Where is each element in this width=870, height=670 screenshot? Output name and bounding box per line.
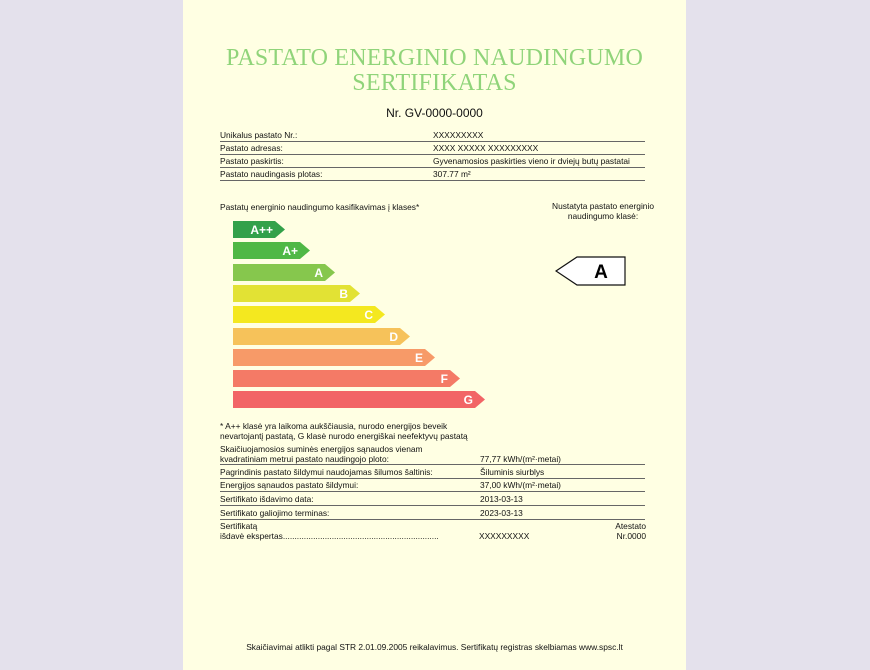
energy-row-heat-source — [220, 466, 645, 479]
attestation-line: Atestato — [615, 521, 646, 531]
energy-label: Sertifikato išdavimo data: — [220, 494, 314, 504]
certificate-page — [183, 0, 686, 670]
energy-class-label: C — [364, 308, 373, 323]
energy-class-label: G — [463, 393, 473, 408]
info-row-purpose — [220, 155, 645, 168]
signature-line: Sertifikatą — [220, 521, 258, 531]
energy-label: Sertifikato galiojimo terminas: — [220, 508, 330, 518]
info-label: Pastato adresas: — [220, 143, 283, 153]
energy-class-bar-shape — [233, 306, 385, 323]
info-row-address — [220, 142, 645, 155]
info-label: Unikalus pastato Nr.: — [220, 130, 298, 140]
attestation-number — [596, 521, 646, 541]
energy-class-bar-e — [233, 349, 437, 366]
certificate-number: Nr. GV-0000-0000 — [386, 106, 483, 120]
energy-class-bar-shape — [233, 391, 485, 408]
determined-class-heading-line: naudingumo klasė: — [567, 211, 639, 221]
energy-class-bar-aplus — [233, 242, 312, 259]
info-value: XXXXXXXXX — [433, 130, 484, 140]
energy-class-bar-a — [233, 264, 337, 281]
energy-class-label: B — [339, 286, 348, 301]
expert-name: XXXXXXXXX — [479, 531, 530, 541]
result-class-label: A — [594, 262, 608, 283]
certificate-title: PASTATO ENERGINIO NAUDINGUMO — [225, 45, 644, 71]
energy-label — [220, 444, 423, 464]
signature-block — [220, 521, 439, 541]
determined-class-heading — [513, 201, 693, 221]
info-row-unique-number — [220, 129, 645, 142]
signature-line: išdavė ekspertas................................................................... — [220, 531, 439, 541]
energy-value: 2013-03-13 — [480, 494, 523, 504]
footer-note: Skaičiavimai atlikti pagal STR 2.01.09.2005 reikalavimus. Sertifikatų registras skelbiamas www.spsc.lt — [246, 642, 623, 652]
energy-class-bar-shape — [233, 328, 410, 345]
energy-class-label: E — [414, 350, 423, 365]
energy-class-label: D — [389, 329, 398, 344]
result-arrow-shape — [556, 257, 625, 285]
energy-class-bar-aplusplus — [233, 221, 287, 238]
attestation-line: Nr.0000 — [616, 531, 646, 541]
certificate-title-line2: SERTIFIKATAS — [352, 70, 517, 96]
energy-label: Energijos sąnaudos pastato šildymui: — [220, 480, 359, 490]
classification-heading: Pastatų energinio naudingumo kasifikavimas į klases* — [220, 202, 420, 212]
classification-note-line: * A++ klasė yra laikoma aukščiausia, nurodo energijos beveik — [220, 421, 448, 431]
energy-label: Pagrindinis pastato šildymui naudojamas šilumos šaltinis: — [220, 467, 433, 477]
energy-row-validity — [220, 507, 645, 520]
info-label: Pastato naudingasis plotas: — [220, 169, 323, 179]
energy-class-bar-shape — [233, 242, 310, 259]
energy-value: 37,00 kWh/(m²·metai) — [480, 480, 561, 490]
classification-note-line: nevartojantį pastatą, G klasė nurodo energiškai neefektyvų pastatą — [220, 431, 468, 441]
result-class-arrow — [555, 256, 627, 286]
energy-class-label: A — [314, 265, 323, 280]
energy-class-bar-shape — [233, 370, 460, 387]
energy-class-bar-g — [233, 391, 487, 408]
info-value: 307.77 m² — [433, 169, 471, 179]
info-label: Pastato paskirtis: — [220, 156, 284, 166]
energy-class-bar-c — [233, 306, 387, 323]
energy-class-bar-d — [233, 328, 412, 345]
info-row-area — [220, 168, 645, 181]
info-value: XXXX XXXXX XXXXXXXXX — [433, 143, 539, 153]
energy-value: Šiluminis siurblys — [480, 467, 545, 477]
energy-class-bar-f — [233, 370, 462, 387]
energy-value: 2023-03-13 — [480, 508, 523, 518]
determined-class-heading-line: Nustatyta pastato energinio — [552, 201, 654, 211]
energy-label-line: kvadratiniam metrui pastato naudingojo ploto: — [220, 454, 389, 464]
energy-row-consumption — [220, 444, 645, 465]
info-value: Gyvenamosios paskirties vieno ir dviejų butų pastatai — [433, 156, 630, 166]
energy-class-bar-b — [233, 285, 362, 302]
energy-value: 77,77 kWh/(m²·metai) — [480, 454, 561, 464]
energy-row-heating-consumption — [220, 479, 645, 492]
energy-class-bar-shape — [233, 349, 435, 366]
energy-class-label: F — [440, 372, 448, 387]
energy-row-issue-date — [220, 493, 645, 506]
energy-label-line: Skaičiuojamosios suminės energijos sąnaudos vienam — [220, 444, 423, 454]
energy-class-label: A++ — [250, 223, 273, 237]
energy-class-label: A+ — [282, 244, 298, 259]
classification-note — [220, 421, 520, 441]
